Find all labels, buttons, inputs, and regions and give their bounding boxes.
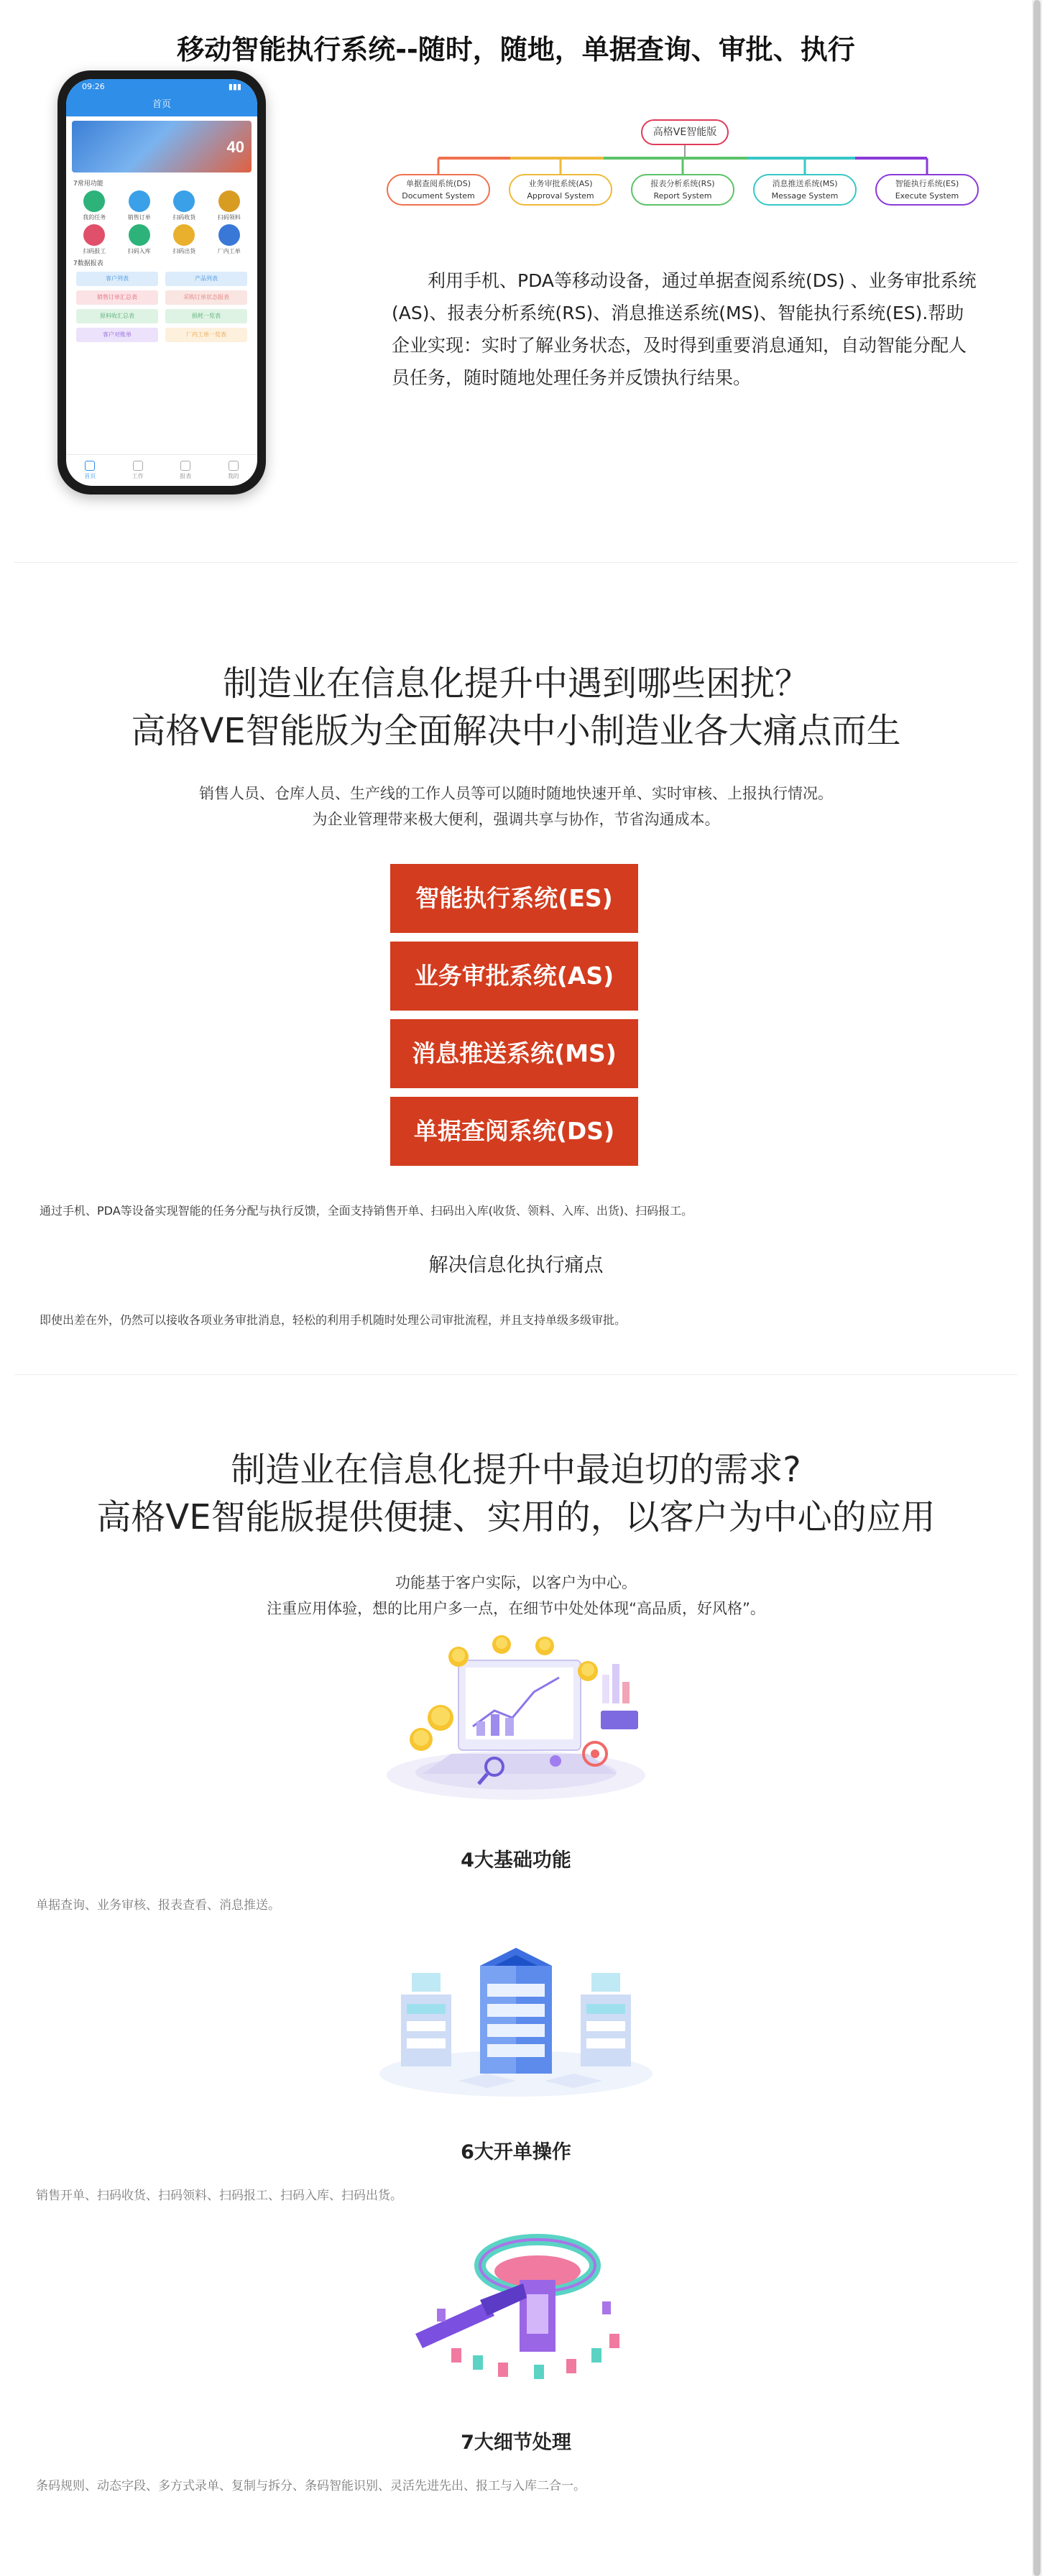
phone-app-2[interactable]	[162, 190, 207, 221]
system-diagram	[388, 115, 977, 216]
diagram-child-node	[875, 174, 979, 206]
feature-3-title: 7大细节处理	[461, 2432, 571, 2454]
scrollbar-thumb[interactable]	[1033, 0, 1041, 2576]
app-label: 扫码入库	[127, 248, 151, 254]
tab-label: 工作	[132, 473, 144, 479]
app-label: 厂内工单	[217, 248, 241, 254]
section2-mid-title: 解决信息化执行痛点	[428, 1254, 604, 1276]
diagram-node-title: 单据查阅系统(DS)	[405, 179, 471, 188]
phone-tab-0[interactable]	[84, 461, 96, 480]
phone-app-0[interactable]	[72, 190, 117, 221]
section2-note2: 即使出差在外，仍然可以接收各项业务审批消息，轻松的利用手机随时处理公司审批流程，并且支持单级多级审批。	[40, 1313, 627, 1327]
section3-sub-line1: 功能基于客户实际，以客户为中心。	[395, 1574, 637, 1591]
phone-app-grid	[66, 189, 257, 257]
laptop-coins-illustration	[372, 1632, 660, 1804]
phone-tab-2[interactable]	[180, 461, 191, 480]
section2-sub-line1: 销售人员、仓库人员、生产线的工作人员等可以随时随地快速开单、实时审核、上报执行情况。	[199, 785, 833, 802]
phone-report-list	[66, 269, 257, 345]
section2-sub-line2: 为企业管理带来极大便利，强调共享与协作，节省沟通成本。	[312, 811, 720, 828]
feature-2-desc: 销售开单、扫码收货、扫码领料、扫码报工、扫码入库、扫码出货。	[36, 2189, 402, 2203]
tab-icon	[133, 461, 143, 471]
phone-report-item[interactable]: 厂内工单一览表	[165, 328, 247, 342]
diagram-node-title: 业务审批系统(AS)	[528, 179, 593, 188]
phone-report-item[interactable]: 产品列表	[165, 272, 247, 286]
diagram-node-subtitle: Report System	[653, 191, 712, 201]
diagram-node-subtitle: Document System	[402, 191, 475, 201]
app-label: 销售订单	[127, 214, 151, 221]
phone-report-item[interactable]: 客户列表	[76, 272, 158, 286]
section3-sub-line2: 注重应用体验，想的比用户多一点，在细节中处处体现“高品质，好风格”。	[267, 1600, 765, 1617]
section1-title: 移动智能执行系统--随时，随地，单据查询、审批、执行	[177, 34, 855, 65]
page-scrollbar[interactable]	[1032, 0, 1042, 2576]
phone-banner	[72, 121, 252, 172]
server-racks-illustration	[372, 1926, 660, 2099]
section2-note1: 通过手机、PDA等设备实现智能的任务分配与执行反馈，全面支持销售开单、扫码出入库(收货、领料、入库、出货)、扫码报工。	[40, 1204, 693, 1218]
phone-tab-bar	[66, 454, 257, 486]
diagram-node-title: 报表分析系统(RS)	[650, 179, 715, 188]
tab-icon	[85, 461, 95, 471]
phone-section-common: 7常用功能	[73, 180, 103, 188]
tab-label: 报表	[180, 473, 192, 479]
section1-description: 利用手机、PDA等移动设备，通过单据查阅系统(DS) 、业务审批系统(AS)、报表分析系统(RS)、消息推送系统(MS)、智能执行系统(ES).帮助企业实现：实时了解业务状态，及时得到重要消息通知，自动智能分配人员任务，随时随地处理任务并反馈执行结果。	[392, 270, 977, 388]
app-icon	[218, 190, 240, 212]
diagram-node-subtitle: Approval System	[527, 191, 594, 201]
diagram-node-title: 消息推送系统(MS)	[772, 179, 838, 188]
tab-label: 首页	[84, 473, 96, 479]
phone-report-item[interactable]: 损耗一览表	[165, 309, 247, 323]
app-label: 扫码领料	[217, 214, 241, 221]
app-icon	[173, 224, 195, 246]
phone-app-1[interactable]	[117, 190, 162, 221]
phone-section-reports: 7数据报表	[73, 260, 103, 267]
tab-label: 我的	[227, 473, 239, 479]
ms-system-button[interactable]: 消息推送系统(MS)	[390, 1019, 638, 1088]
phone-app-5[interactable]	[117, 224, 162, 255]
app-icon	[83, 224, 105, 246]
divider	[14, 562, 1018, 563]
phone-report-item[interactable]: 原料收汇总表	[76, 309, 158, 323]
phone-time: 09:26	[82, 82, 105, 91]
phone-report-item[interactable]: 客户对账单	[76, 328, 158, 342]
feature-2-title: 6大开单操作	[461, 2141, 571, 2163]
divider	[14, 1374, 1018, 1375]
phone-nav-title: 首页	[66, 95, 257, 116]
diagram-child-node	[753, 174, 857, 206]
diagram-node-title: 智能执行系统(ES)	[895, 179, 959, 188]
phone-app-6[interactable]	[162, 224, 207, 255]
phone-tab-3[interactable]	[228, 461, 239, 480]
battery-icon: ▮▮▮	[228, 82, 241, 91]
es-system-button[interactable]: 智能执行系统(ES)	[390, 864, 638, 933]
phone-app-7[interactable]	[207, 224, 252, 255]
section2-title-line1: 制造业在信息化提升中遇到哪些困扰？	[222, 663, 809, 704]
feature-1-title: 4大基础功能	[461, 1849, 571, 1872]
diagram-child-node	[509, 174, 612, 206]
phone-app-4[interactable]	[72, 224, 117, 255]
diagram-root-node: 高格VE智能版	[641, 119, 729, 145]
app-label: 扫码出货	[172, 248, 196, 254]
phone-screen	[66, 79, 257, 486]
app-label: 扫码报工	[83, 248, 106, 254]
feature-1-desc: 单据查询、业务审核、报表查看、消息推送。	[36, 1898, 280, 1913]
app-label: 我的任务	[83, 214, 106, 221]
tab-icon	[229, 461, 239, 471]
tab-icon	[180, 461, 190, 471]
app-label: 扫码收货	[172, 214, 196, 221]
diagram-child-node	[631, 174, 734, 206]
phone-report-item[interactable]: 采购订单状态报表	[165, 290, 247, 305]
magnifier-cubes-illustration	[372, 2215, 660, 2388]
phone-tab-1[interactable]	[132, 461, 144, 480]
app-icon	[173, 190, 195, 212]
ds-system-button[interactable]: 单据查阅系统(DS)	[390, 1097, 638, 1166]
phone-report-item[interactable]: 销售订单汇总表	[76, 290, 158, 305]
phone-app-3[interactable]	[207, 190, 252, 221]
app-icon	[218, 224, 240, 246]
diagram-node-subtitle: Message System	[771, 191, 839, 201]
section3-title-line2: 高格VE智能版提供便捷、实用的，以客户为中心的应用	[96, 1497, 936, 1537]
as-system-button[interactable]: 业务审批系统(AS)	[390, 942, 638, 1011]
app-icon	[129, 190, 150, 212]
app-icon	[83, 190, 105, 212]
diagram-node-subtitle: Execute System	[895, 191, 959, 201]
section2-title-line2: 高格VE智能版为全面解决中小制造业各大痛点而生	[131, 711, 901, 751]
section3-title-line1: 制造业在信息化提升中最迫切的需求?	[231, 1450, 801, 1490]
diagram-child-node	[387, 174, 490, 206]
feature-3-desc: 条码规则、动态字段、多方式录单、复制与拆分、条码智能识别、灵活先进先出、报工与入库二合一。	[36, 2479, 586, 2493]
app-icon	[129, 224, 150, 246]
phone-banner-text: 40	[226, 138, 244, 156]
phone-status-bar	[66, 79, 257, 95]
phone-mockup	[57, 70, 266, 494]
